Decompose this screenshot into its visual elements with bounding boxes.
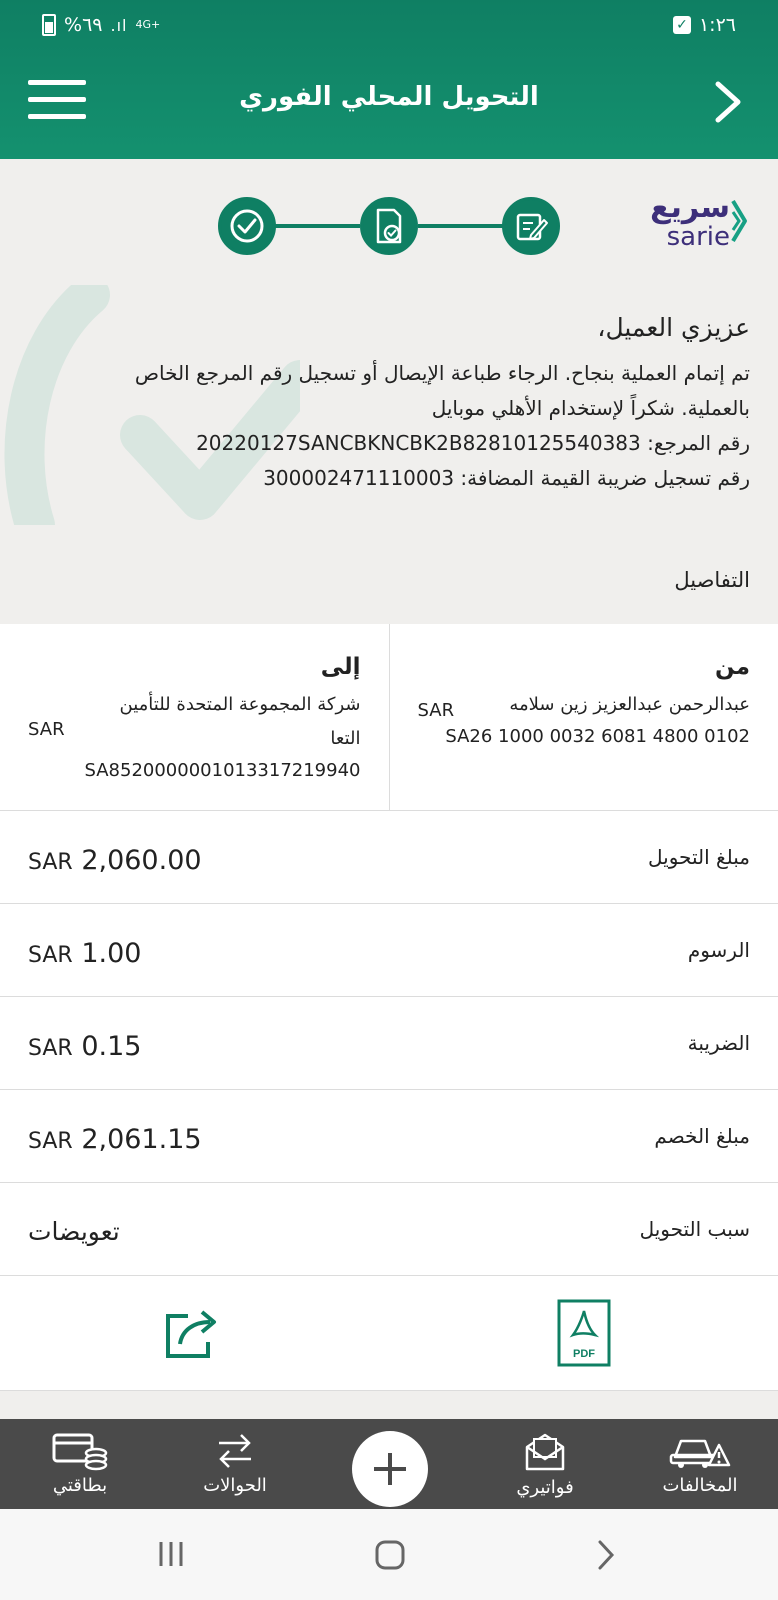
share-icon [164,1306,226,1360]
system-nav-bar [0,1509,778,1600]
share-button[interactable] [0,1276,389,1390]
row-label: مبلغ التحويل [647,845,750,869]
sarie-logo-english: sarie [666,222,730,252]
check-circle-icon [228,207,266,245]
bottom-nav [0,1419,778,1509]
details-heading: التفاصيل [674,568,750,592]
step-complete [218,197,276,255]
details-card [0,624,778,1391]
nav-transfers[interactable] [175,1419,295,1509]
vat-number: رقم تسجيل ضريبة القيمة المضافة: 300002471110003 [263,466,750,490]
tax-row [0,997,778,1090]
nav-cards[interactable] [20,1419,140,1509]
bills-envelope-icon [523,1431,567,1473]
battery-icon [42,14,56,36]
party-section [0,624,778,811]
home-icon[interactable] [374,1539,406,1571]
transfer-arrows-icon [215,1431,255,1471]
reason-row [0,1183,778,1276]
pdf-icon [557,1299,611,1367]
step-input [502,197,560,255]
to-currency: SAR [28,719,65,740]
back-nav-icon[interactable] [596,1539,616,1571]
nav-cards-label: بطاقتي [52,1475,108,1496]
row-label: مبلغ الخصم [654,1124,750,1148]
row-value: SAR 2,061.15 [28,1124,202,1155]
status-bar-left [42,10,160,40]
step-confirm [360,197,418,255]
menu-button[interactable] [28,78,86,122]
reason-value: تعويضات [28,1217,120,1246]
page-title: التحويل المحلي الفوري [239,82,539,112]
pdf-label: PDF [572,1348,595,1360]
sarie-chevron-icon [730,198,748,244]
sarie-logo-arabic: سريع [650,190,730,225]
edit-form-icon [513,208,549,244]
from-title: من [715,654,750,680]
battery-level: %٦٩ [64,14,103,36]
pdf-download-button[interactable] [389,1276,778,1390]
to-title: إلى [320,654,361,680]
nav-bills[interactable] [485,1419,605,1509]
network-type: 4G+ [135,18,161,31]
notification-check-icon: ✓ [673,16,691,34]
success-message [40,313,750,496]
sarie-logo [648,190,748,254]
from-name: عبدالرحمن عبدالعزيز زين سلامه [509,694,750,715]
from-currency: SAR [417,700,455,721]
message-line: تم إتمام العملية بنجاح. الرجاء طباعة الإيصال أو تسجيل رقم المرجع الخاص [134,361,750,385]
debit-row [0,1090,778,1183]
nav-violations-label: المخالفات [662,1475,738,1496]
add-button[interactable] [352,1431,428,1507]
row-label: سبب التحويل [639,1217,750,1241]
row-value: SAR 2,060.00 [28,845,202,876]
to-party [0,624,389,810]
plus-icon [370,1449,410,1489]
row-label: الضريبة [687,1031,750,1055]
chevron-right-icon [708,78,748,126]
cards-icon [52,1431,108,1471]
document-check-icon [372,207,406,245]
row-label: الرسوم [687,938,750,962]
message-line: بالعملية. شكراً لإستخدام الأهلي موبايل [431,396,750,420]
status-time: ١:٢٦ [698,14,736,36]
amount-row [0,811,778,904]
row-value: SAR 0.15 [28,1031,142,1062]
app-header [0,0,778,159]
stepper-connector [274,224,360,228]
reference-number: رقم المرجع: 20220127SANCBKNCBK2B82810125540383 [196,431,750,455]
to-account: SA8520000001013317219940 [84,760,361,781]
menu-bar-icon [28,97,86,102]
to-name: شركة المجموعة المتحدة للتأمين التعا [119,694,361,749]
nav-transfers-label: الحوالات [203,1475,267,1496]
from-account: SA26 1000 0032 6081 4800 0102 [445,726,750,747]
row-value: SAR 1.00 [28,938,142,969]
fees-row [0,904,778,997]
recent-apps-icon[interactable] [156,1539,186,1569]
car-warning-icon [669,1431,731,1471]
actions-bar [0,1276,778,1391]
back-button[interactable] [708,78,748,126]
nav-violations[interactable] [640,1419,760,1509]
menu-bar-icon [28,80,86,85]
progress-stepper [218,197,562,257]
status-bar-right [673,10,736,40]
nav-bills-label: فواتيري [516,1477,574,1498]
menu-bar-icon [28,114,86,119]
signal-icon: .ıl [110,15,128,35]
from-party [389,624,778,810]
greeting-text: عزيزي العميل، [597,313,750,342]
stepper-connector [418,224,504,228]
